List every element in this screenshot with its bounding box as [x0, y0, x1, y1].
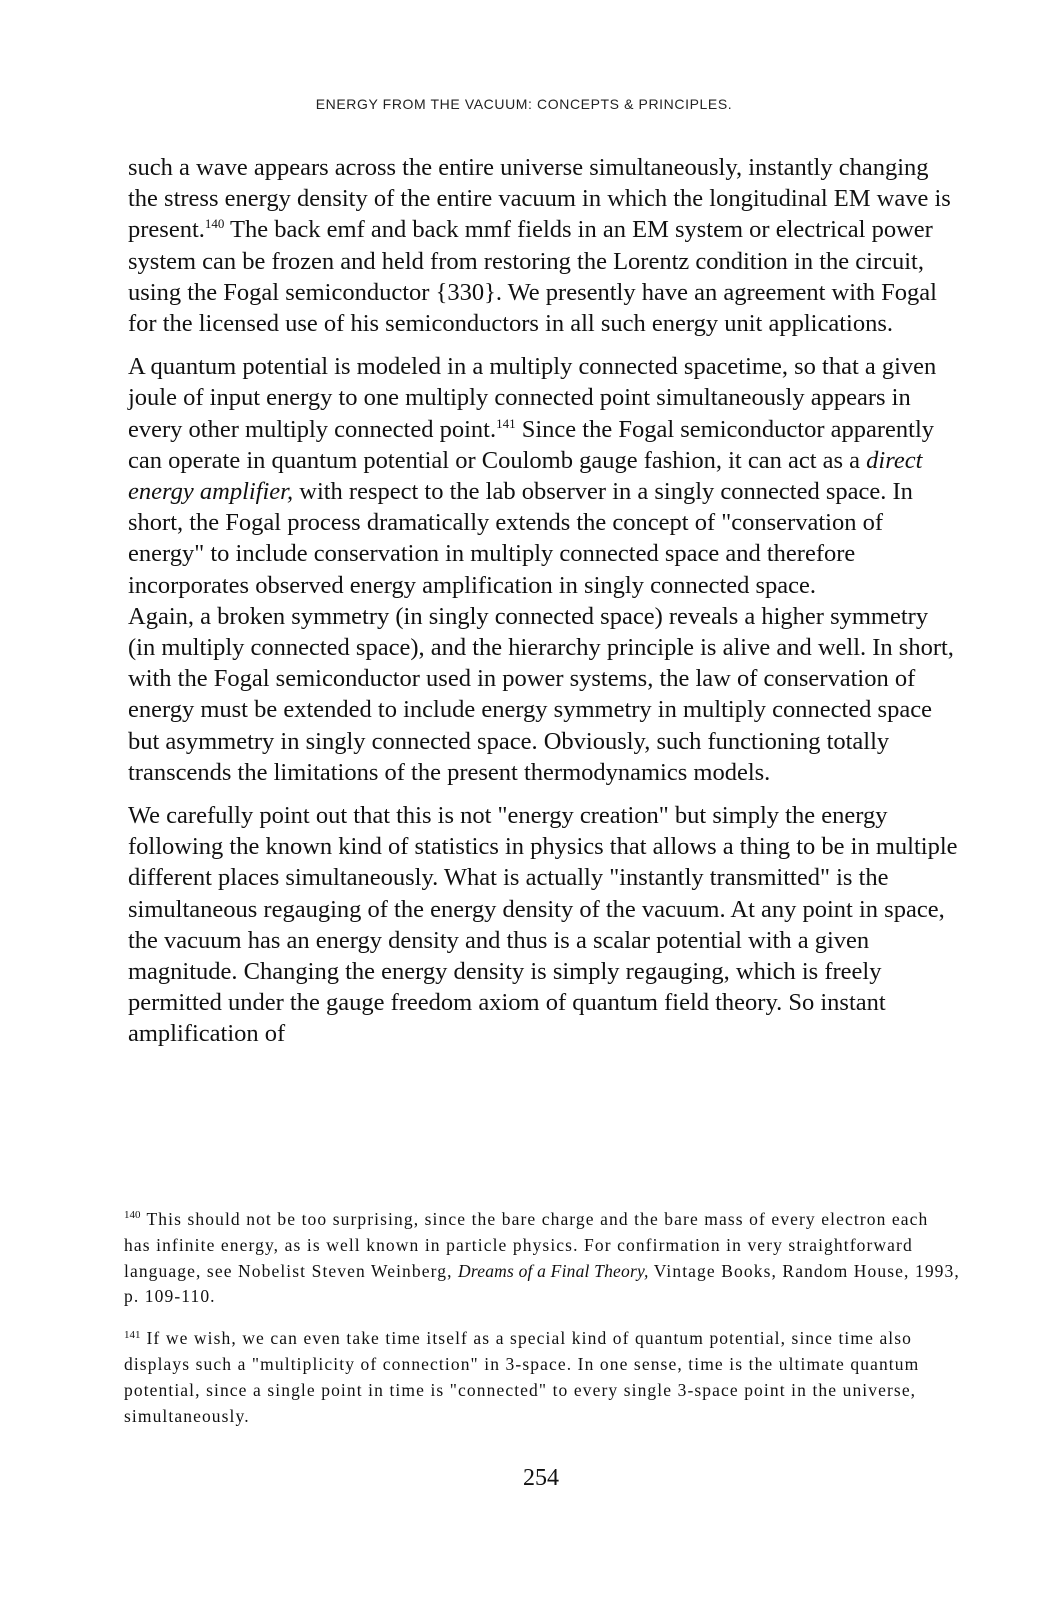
footnote-book-title: Dreams of a Final Theory, [458, 1260, 649, 1281]
paragraph-1-text-a: such a wave appears across the entire universe simultaneously, instantly changing the stress energy density of the entire vacuum in which the longitudinal EM wave is present. [128, 154, 951, 244]
footnote-text-b: Vintage Books, Random House, 1993, p. 109-110. [124, 1260, 960, 1307]
footnotes [124, 1207, 960, 1445]
paragraph-2 [128, 351, 960, 601]
body-text [128, 152, 960, 1062]
paragraph-2-text-c: with respect to the lab observer in a singly connected space. In short, the Fogal process dramatically extends the concept of "conservation of energy" to include conservation in multiply connected space and therefore incorporates observed energy amplification in singly connected space. [128, 478, 913, 599]
paragraph-2-text-b: Since the Fogal semiconductor apparently can operate in quantum potential or Coulomb gauge fashion, it can act as a [128, 415, 935, 474]
running-header: ENERGY FROM THE VACUUM: CONCEPTS & PRINCIPLES. [315, 96, 733, 112]
footnote-text: If we wish, we can even take time itself as a special kind of quantum potential, since time also displays such a "multiplicity of connection" in 3-space. In one sense, time is the ultimate quantum potential, since a single point in time is "connected" to every single 3-space point in the universe, simultaneously. [124, 1328, 920, 1426]
paragraph-4: We carefully point out that this is not "energy creation" but simply the energy following the known kind of statistics in physics that allows a thing to be in multiple different places simultaneously. What is actually "instantly transmitted" is the simultaneous regauging of the energy density of the vacuum. At any point in space, the vacuum has an energy density and thus is a scalar potential with a given magnitude. Changing the energy density is simply regauging, which is freely permitted under the gauge freedom axiom of quantum field theory. So instant amplification of [128, 802, 958, 1048]
paragraph-1 [128, 152, 960, 339]
paragraph-1-text-b: The back emf and back mmf fields in an EM system or electrical power system can be frozen and held from restoring the Lorentz condition in the circuit, using the Fogal semiconductor {330}. We presently have an agreement with Fogal for the licensed use of his semiconductors in all such energy unit applications. [128, 216, 937, 338]
footnote-140 [124, 1207, 960, 1310]
footnote-141 [124, 1326, 960, 1429]
footnote-number: 141 [124, 1328, 141, 1341]
paragraph-2-emphasis: direct energy amplifier, [128, 446, 923, 506]
footnote-ref-141[interactable]: 141 [496, 415, 516, 431]
footnote-text-a: This should not be too surprising, since the bare charge and the bare mass of every electron each has infinite energy, as is well known in particle physics. For confirmation in very straightforward language, see Nobelist Steven Weinberg, [124, 1209, 929, 1281]
paragraph-3: Again, a broken symmetry (in singly connected space) reveals a higher symmetry (in multiply connected space), and the hierarchy principle is alive and well. In short, with the Fogal semiconductor used in power systems, the law of conservation of energy must be extended to include energy symmetry in multiply connected space but asymmetry in singly connected space. Obviously, such functioning totally transcends the limitations of the present thermodynamics models. [128, 602, 954, 786]
paragraph-2-text-a: A quantum potential is modeled in a multiply connected spacetime, so that a given joule of input energy to one multiply connected point simultaneously appears in every other multiply connected point. [128, 353, 937, 443]
footnote-ref-140[interactable]: 140 [204, 216, 225, 232]
page-number: 254 [523, 1465, 559, 1491]
footnote-number: 140 [124, 1209, 141, 1222]
